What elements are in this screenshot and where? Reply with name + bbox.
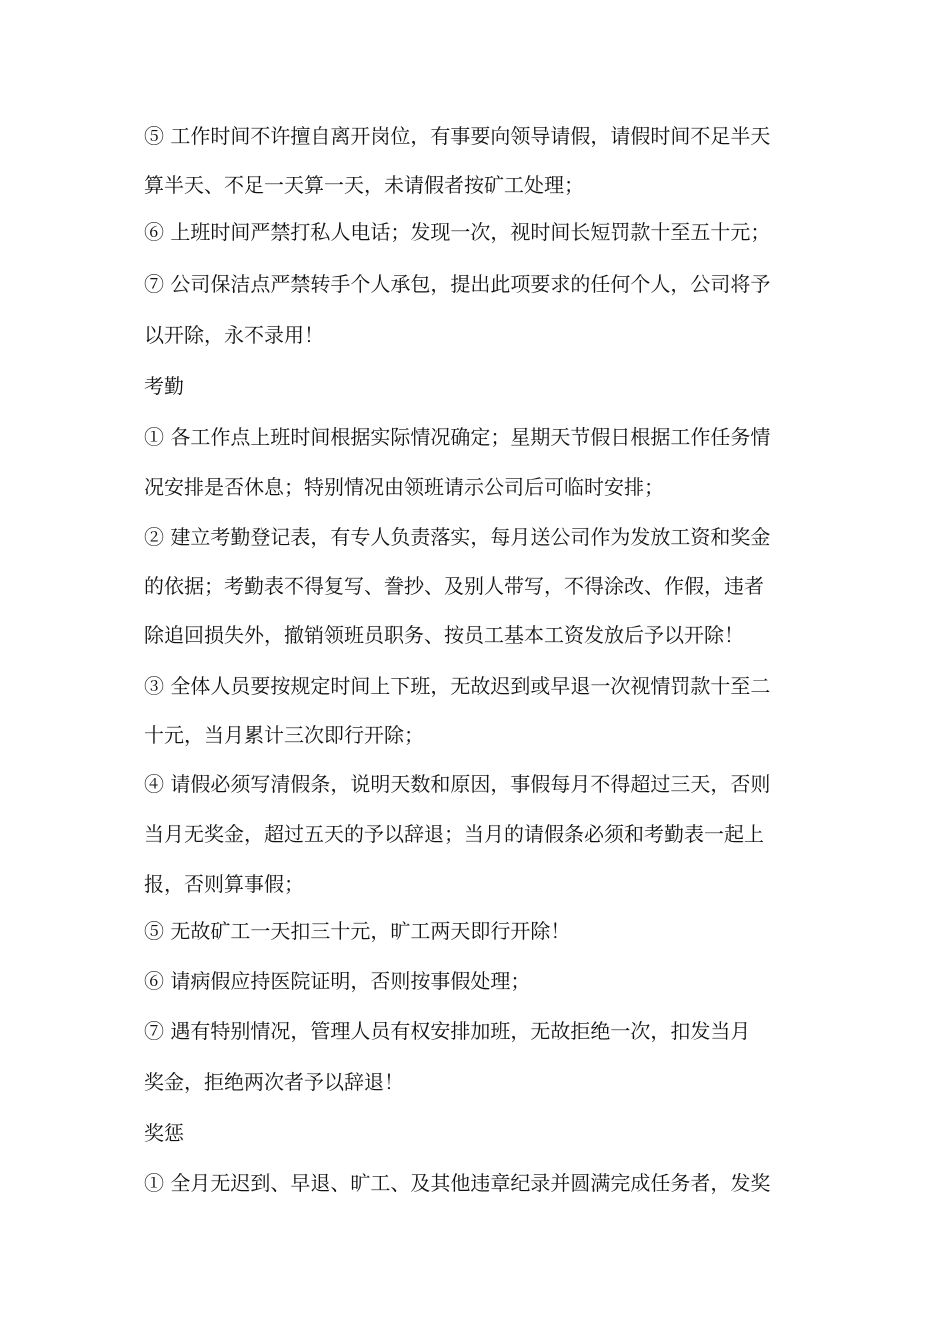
- text-line: ⑥ 请病假应持医院证明，否则按事假处理；: [144, 969, 531, 993]
- text-line: ① 全月无迟到、早退、旷工、及其他违章纪录并圆满完成任务者，发奖: [144, 1171, 771, 1195]
- text-line: ⑦ 遇有特别情况，管理人员有权安排加班，无故拒绝一次，扣发当月: [144, 1019, 751, 1043]
- text-line: 奖金，拒绝两次者予以辞退！: [144, 1070, 404, 1094]
- section-heading-rewards-penalties: 奖惩: [144, 1121, 184, 1145]
- text-line: ② 建立考勤登记表，有专人负责落实，每月送公司作为发放工资和奖金: [144, 525, 771, 549]
- section-heading-attendance: 考勤: [144, 374, 184, 398]
- text-line: 报，否则算事假；: [144, 872, 304, 896]
- text-line: 的依据；考勤表不得复写、誊抄、及别人带写，不得涂改、作假，违者: [144, 574, 764, 598]
- text-line: ④ 请假必须写清假条，说明天数和原因，事假每月不得超过三天，否则: [144, 772, 771, 796]
- text-line: ⑤ 无故矿工一天扣三十元，旷工两天即行开除！: [144, 919, 571, 943]
- text-line: 以开除，永不录用！: [144, 323, 324, 347]
- text-line: ⑤ 工作时间不许擅自离开岗位，有事要向领导请假，请假时间不足半天: [144, 124, 771, 148]
- text-line: ⑦ 公司保洁点严禁转手个人承包，提出此项要求的任何个人，公司将予: [144, 272, 771, 296]
- text-line: ⑥ 上班时间严禁打私人电话；发现一次，视时间长短罚款十至五十元；: [144, 220, 771, 244]
- text-line: 当月无奖金，超过五天的予以辞退；当月的请假条必须和考勤表一起上: [144, 822, 764, 846]
- text-line: 算半天、不足一天算一天，未请假者按矿工处理；: [144, 173, 584, 197]
- text-line: ① 各工作点上班时间根据实际情况确定；星期天节假日根据工作任务情: [144, 425, 771, 449]
- text-line: 除追回损失外，撤销领班员职务、按员工基本工资发放后予以开除！: [144, 623, 744, 647]
- text-line: 十元，当月累计三次即行开除；: [144, 723, 424, 747]
- text-line: 况安排是否休息；特别情况由领班请示公司后可临时安排；: [144, 475, 664, 499]
- text-line: ③ 全体人员要按规定时间上下班，无故迟到或早退一次视情罚款十至二: [144, 674, 771, 698]
